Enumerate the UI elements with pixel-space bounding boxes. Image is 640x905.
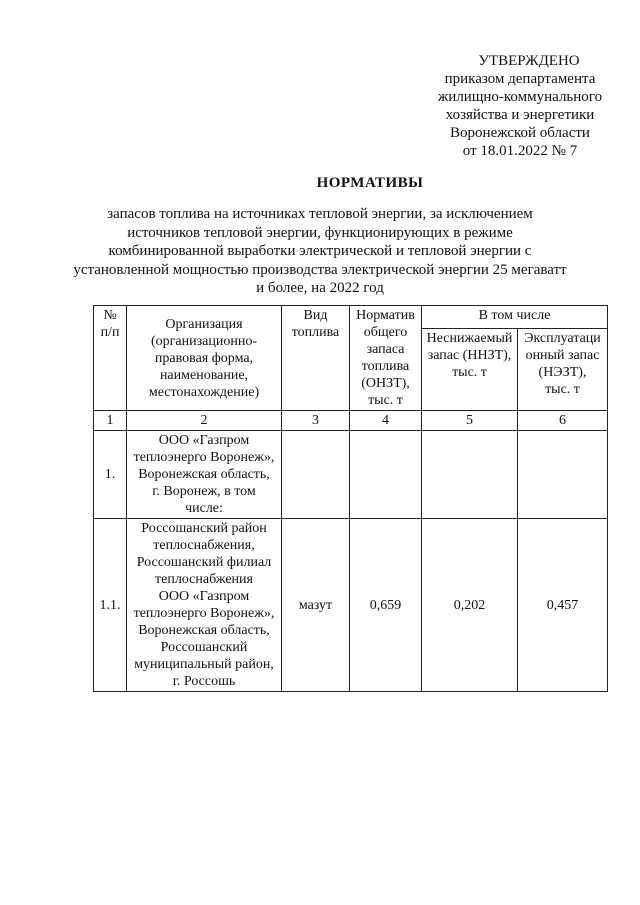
column-number: 4: [350, 411, 422, 431]
column-number-row: [94, 411, 608, 431]
row-fuel-type: мазут: [282, 519, 350, 692]
row-organization: [127, 519, 282, 692]
org-line: ООО «Газпром: [158, 433, 250, 448]
header-text: тыс. т: [452, 365, 487, 381]
org-line: Воронежская область,: [138, 623, 270, 638]
row-nezt: [518, 431, 608, 519]
row-onzt: [350, 431, 422, 519]
header-nnzt: [422, 329, 518, 411]
header-text: запас (ННЗТ),: [427, 348, 512, 364]
org-line: теплоснабжения: [155, 572, 253, 587]
header-text: Норматив: [356, 308, 415, 323]
document-title: НОРМАТИВЫ: [316, 175, 424, 191]
header-including: В том числе: [422, 306, 608, 329]
column-number: 5: [422, 411, 518, 431]
subtitle-line: комбинированной выработки электрической и тепловой энергии с: [108, 243, 532, 259]
header-text: №: [103, 308, 117, 323]
header-text: топлива: [291, 325, 340, 340]
org-line: Россошанский: [160, 640, 248, 655]
header-text: запаса: [366, 342, 405, 357]
org-line: ООО «Газпром: [158, 589, 250, 604]
header-nezt: [518, 329, 608, 411]
header-text: п/п: [100, 325, 120, 340]
approval-line: Воронежской области: [450, 125, 590, 141]
header-text: (НЭЗТ),: [538, 365, 587, 381]
approval-heading: УТВЕРЖДЕНО: [478, 53, 580, 69]
org-line: г. Россошь: [172, 674, 236, 689]
header-text: правовая форма,: [154, 350, 254, 366]
org-line: числе:: [185, 501, 223, 516]
row-nnzt: 0,202: [422, 519, 518, 692]
approval-line: жилищно-коммунального: [437, 89, 603, 105]
row-number: 1.: [94, 431, 127, 519]
header-row: [94, 306, 608, 329]
subtitle-line: установленной мощностью производства электрической энергии 25 мегаватт: [73, 261, 567, 278]
row-organization: [127, 431, 282, 519]
norms-table: [93, 305, 608, 692]
header-fuel-type: [282, 306, 350, 411]
header-text: онный запас: [525, 348, 600, 364]
org-line: теплоэнерго Воронеж»,: [133, 450, 275, 465]
subtitle-line: запасов топлива на источниках тепловой энергии, за исключением: [107, 206, 533, 222]
header-organization: [127, 306, 282, 411]
row-onzt: 0,659: [350, 519, 422, 692]
org-line: теплоэнерго Воронеж»,: [133, 606, 275, 621]
column-number: 1: [94, 411, 127, 431]
org-line: Россошанский филиал: [136, 555, 272, 570]
header-text: Неснижаемый: [426, 331, 513, 347]
subtitle-line: и более, на 2022 год: [256, 280, 384, 296]
header-onzt: [350, 306, 422, 411]
approval-line: приказом департамента: [444, 71, 596, 87]
approval-line: хозяйства и энергетики: [445, 107, 595, 123]
column-number: 2: [127, 411, 282, 431]
header-text: тыс. т: [368, 393, 403, 408]
header-text: Вид: [303, 308, 328, 323]
subtitle-line: источников тепловой энергии, функционирующих в режиме: [127, 224, 513, 241]
header-text: Эксплуатаци: [524, 331, 601, 347]
header-text: (ОНЗТ),: [361, 376, 410, 391]
row-number: 1.1.: [94, 519, 127, 692]
column-number: 3: [282, 411, 350, 431]
approval-block: [420, 52, 620, 160]
header-text: топлива: [361, 359, 410, 374]
header-text: наименование,: [159, 367, 249, 383]
table-row: [94, 519, 608, 692]
header-text: местонахождение): [148, 384, 260, 400]
row-fuel-type: [282, 431, 350, 519]
header-num: [94, 306, 127, 411]
header-text: Организация: [165, 316, 243, 332]
org-line: Воронежская область,: [138, 467, 270, 482]
org-line: Россошанский район: [141, 521, 267, 536]
document-subtitle: [73, 205, 567, 298]
header-text: общего: [363, 325, 408, 340]
column-number: 6: [518, 411, 608, 431]
row-nezt: 0,457: [518, 519, 608, 692]
org-line: теплоснабжения,: [153, 538, 255, 553]
org-line: муниципальный район,: [134, 657, 274, 672]
org-line: г. Воронеж, в том: [152, 484, 256, 499]
row-nnzt: [422, 431, 518, 519]
approval-date: от 18.01.2022 № 7: [462, 143, 578, 159]
header-text: (организационно-: [151, 333, 257, 349]
header-text: тыс. т: [545, 382, 580, 398]
table-row: [94, 431, 608, 519]
